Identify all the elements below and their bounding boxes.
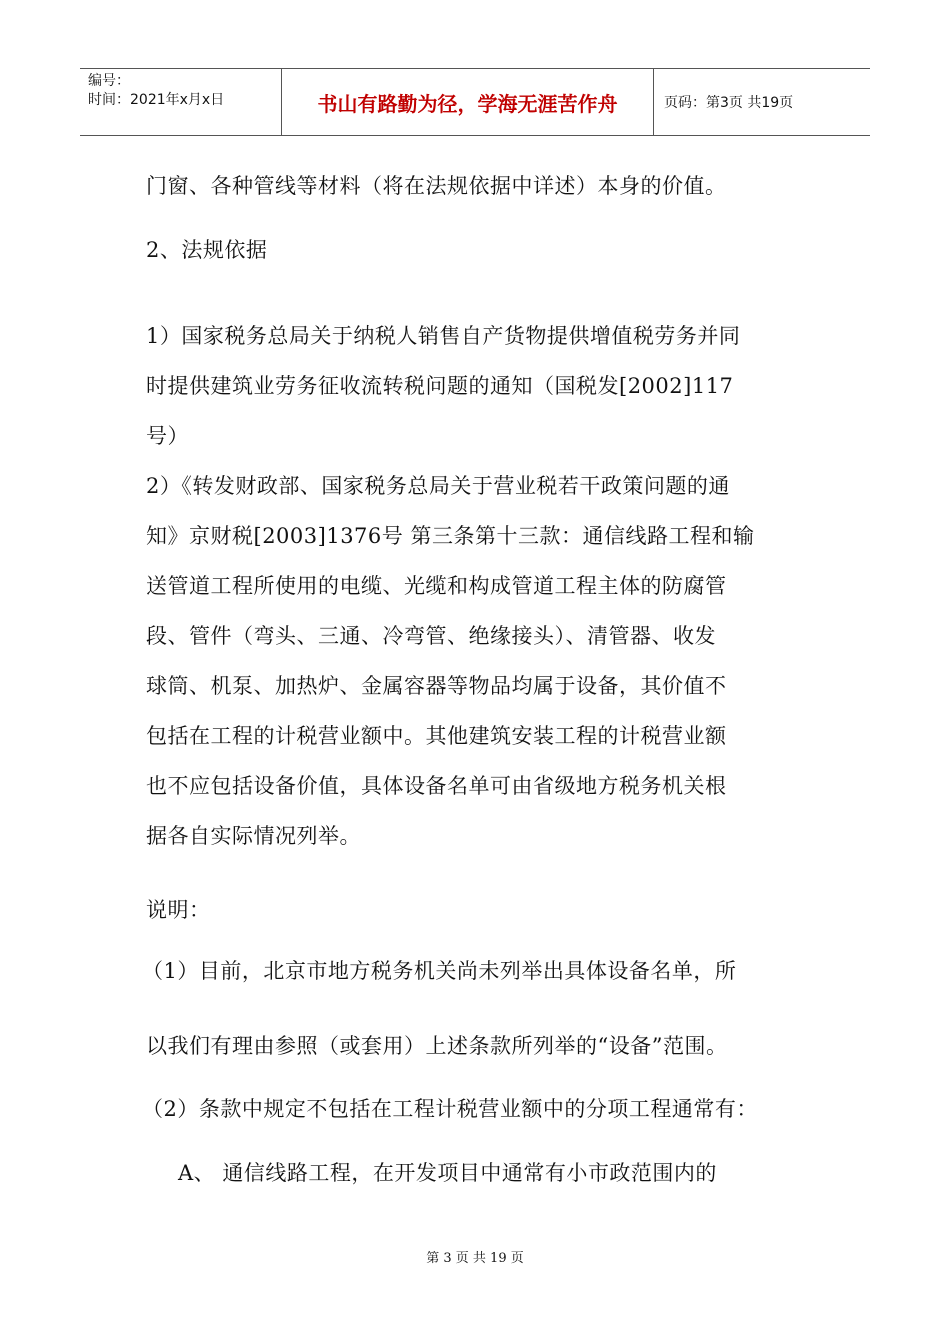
- document-number-label: 编号：: [88, 73, 130, 89]
- body-line: 球筒、机泵、加热炉、金属容器等物品均属于设备，其价值不: [146, 674, 727, 698]
- body-line: A、 通信线路工程，在开发项目中通常有小市政范围内的: [178, 1161, 717, 1185]
- body-line: 包括在工程的计税营业额中。其他建筑安装工程的计税营业额: [146, 724, 727, 748]
- header-motto: 书山有路勤为径，学海无涯苦作舟: [282, 69, 654, 135]
- header-page-info: 页码：第3页 共19页: [664, 95, 794, 111]
- body-line: 号）: [146, 424, 189, 448]
- body-line: 以我们有理由参照（或套用）上述条款所列举的“设备”范围。: [146, 1034, 728, 1058]
- body-line: 门窗、各种管线等材料（将在法规依据中详述）本身的价值。: [146, 174, 727, 198]
- body-line: 也不应包括设备价值，具体设备名单可由省级地方税务机关根: [146, 774, 727, 798]
- body-line: 据各自实际情况列举。: [146, 824, 361, 848]
- header-meta: [80, 69, 282, 135]
- body-line: 1）国家税务总局关于纳税人销售自产货物提供增值税劳务并同: [146, 324, 741, 348]
- body-line: 2）《转发财政部、国家税务总局关于营业税若干政策问题的通: [146, 474, 730, 498]
- body-line: 知》京财税[2003]1376号 第三条第十三款：通信线路工程和输: [146, 524, 755, 548]
- page-header: [80, 68, 870, 136]
- note-heading: 说明：: [146, 898, 211, 922]
- section-heading: 2、法规依据: [146, 238, 268, 262]
- body-line: （1）目前，北京市地方税务机关尚未列举出具体设备名单，所: [142, 959, 737, 983]
- body-line: （2）条款中规定不包括在工程计税营业额中的分项工程通常有：: [142, 1097, 758, 1121]
- body-line: 时提供建筑业劳务征收流转税问题的通知（国税发[2002]117: [146, 374, 734, 398]
- document-time-label: 时间：2021年x月x日: [88, 92, 225, 108]
- body-line: 段、管件（弯头、三通、冷弯管、绝缘接头）、清管器、收发: [146, 624, 716, 648]
- body-line: 送管道工程所使用的电缆、光缆和构成管道工程主体的防腐管: [146, 574, 727, 598]
- page-footer: 第 3 页 共 19 页: [426, 1251, 524, 1266]
